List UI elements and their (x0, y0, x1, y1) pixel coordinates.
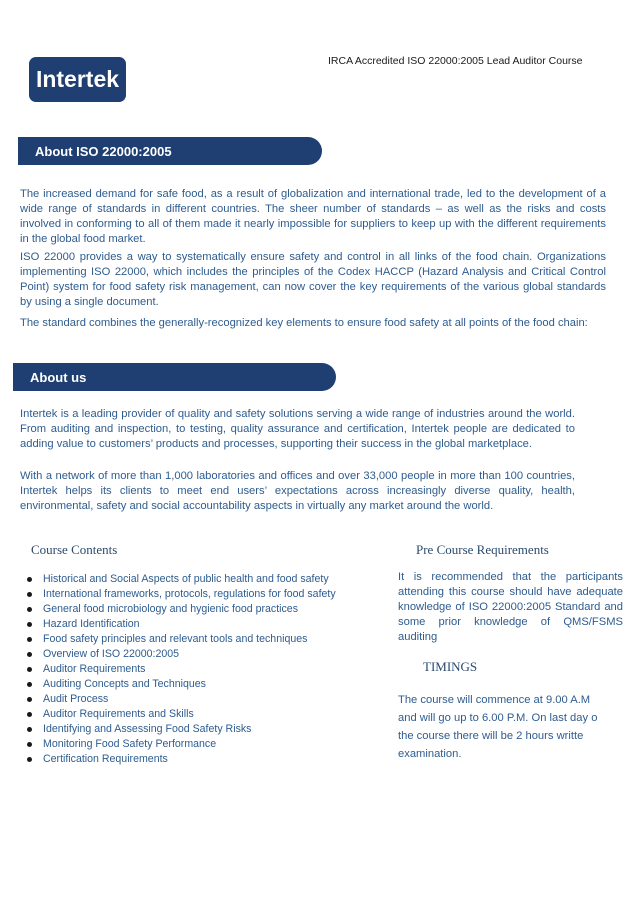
about-iso-paragraph: The increased demand for safe food, as a result of globalization and international trade, led to the development of a wide range of standards in different countries. The sheer number of standards – as well as the risks and costs involved in conforming to all of them made it nearly impossible for suppliers to keep up with the different requirements in the global food market. (20, 188, 606, 245)
timings-line: examination. (398, 748, 462, 760)
about-iso-paragraph: The standard combines the generally-recognized key elements to ensure food safety at all points of the food chain: (20, 317, 588, 329)
list-item-label: International frameworks, protocols, regulations for food safety (43, 588, 336, 600)
about-us-heading: About us (30, 369, 87, 385)
list-item-label: Auditor Requirements and Skills (43, 708, 194, 720)
list-item (24, 692, 374, 707)
list-item (24, 632, 374, 647)
list-item (24, 587, 374, 602)
timings-line: and will go up to 6.00 P.M. On last day o (398, 712, 598, 724)
list-item (24, 737, 374, 752)
list-item (24, 752, 374, 767)
bullet-icon (27, 667, 32, 672)
list-item (24, 602, 374, 617)
list-item (24, 677, 374, 692)
about-us-banner (13, 363, 336, 391)
list-item-label: Historical and Social Aspects of public health and food safety (43, 573, 329, 585)
bullet-icon (27, 727, 32, 732)
bullet-icon (27, 637, 32, 642)
logo-text: Intertek (35, 66, 120, 92)
list-item-label: Monitoring Food Safety Performance (43, 738, 217, 750)
list-item-label: Auditor Requirements (43, 663, 146, 675)
bullet-icon (27, 592, 32, 597)
timings-line: The course will commence at 9.00 A.M (398, 694, 591, 706)
pre-course-heading: Pre Course Requirements (416, 542, 549, 557)
bullet-icon (27, 697, 32, 702)
about-iso-banner (18, 137, 322, 165)
list-item (24, 617, 374, 632)
list-item-label: Overview of ISO 22000:2005 (43, 648, 180, 660)
course-contents-list (24, 572, 374, 767)
bullet-icon (27, 682, 32, 687)
list-item-label: Identifying and Assessing Food Safety Risks (43, 723, 252, 735)
list-item-label: General food microbiology and hygienic food practices (43, 603, 298, 615)
bullet-icon (27, 652, 32, 657)
course-title: IRCA Accredited ISO 22000:2005 Lead Auditor Course (328, 55, 583, 67)
list-item (24, 707, 374, 722)
pre-course-text: It is recommended that the participants attending this course should have adequate knowledge of ISO 22000:2005 Standard and some prior knowledge of QMS/FSMS auditing (398, 571, 623, 643)
list-item (24, 572, 374, 587)
list-item-label: Certification Requirements (43, 753, 168, 765)
bullet-icon (27, 757, 32, 762)
list-item (24, 647, 374, 662)
about-us-paragraph: Intertek is a leading provider of quality and safety solutions serving a wide range of industries around the world. From auditing and inspection, to testing, quality assurance and certification, Intertek people are dedicated to adding value to customers’ products and processes, supporting their success in the global marketplace. (20, 408, 575, 450)
list-item-label: Hazard Identification (43, 618, 140, 630)
list-item (24, 662, 374, 677)
bullet-icon (27, 712, 32, 717)
timings-line: the course there will be 2 hours writte (398, 730, 584, 742)
pre-course-box (398, 570, 638, 645)
about-iso-heading: About ISO 22000:2005 (35, 143, 172, 159)
bullet-icon (27, 607, 32, 612)
bullet-icon (27, 742, 32, 747)
intertek-logo (29, 57, 126, 102)
bullet-icon (27, 622, 32, 627)
bullet-icon (27, 577, 32, 582)
list-item-label: Audit Process (43, 693, 109, 705)
list-item-label: Food safety principles and relevant tools and techniques (43, 633, 308, 645)
course-contents-heading: Course Contents (31, 542, 118, 557)
list-item-label: Auditing Concepts and Techniques (43, 678, 206, 690)
list-item (24, 722, 374, 737)
timings-heading: TIMINGS (423, 659, 478, 674)
about-us-paragraph: With a network of more than 1,000 laboratories and offices and over 33,000 people in more than 100 countries, Intertek helps its clients to meet end users’ expectations across increasingly diverse quality, health, environmental, safety and social accountability aspects in virtually any market around the world. (20, 470, 575, 512)
about-iso-paragraph: ISO 22000 provides a way to systematically ensure safety and control in all links of the food chain. Organizations implementing ISO 22000, which includes the principles of the Codex HACCP (Hazard Analysis and Critical Control Point) system for food safety risk management, can now cover the key requirements of the various global standards by using a single document. (20, 251, 606, 308)
timings-box (398, 691, 638, 763)
